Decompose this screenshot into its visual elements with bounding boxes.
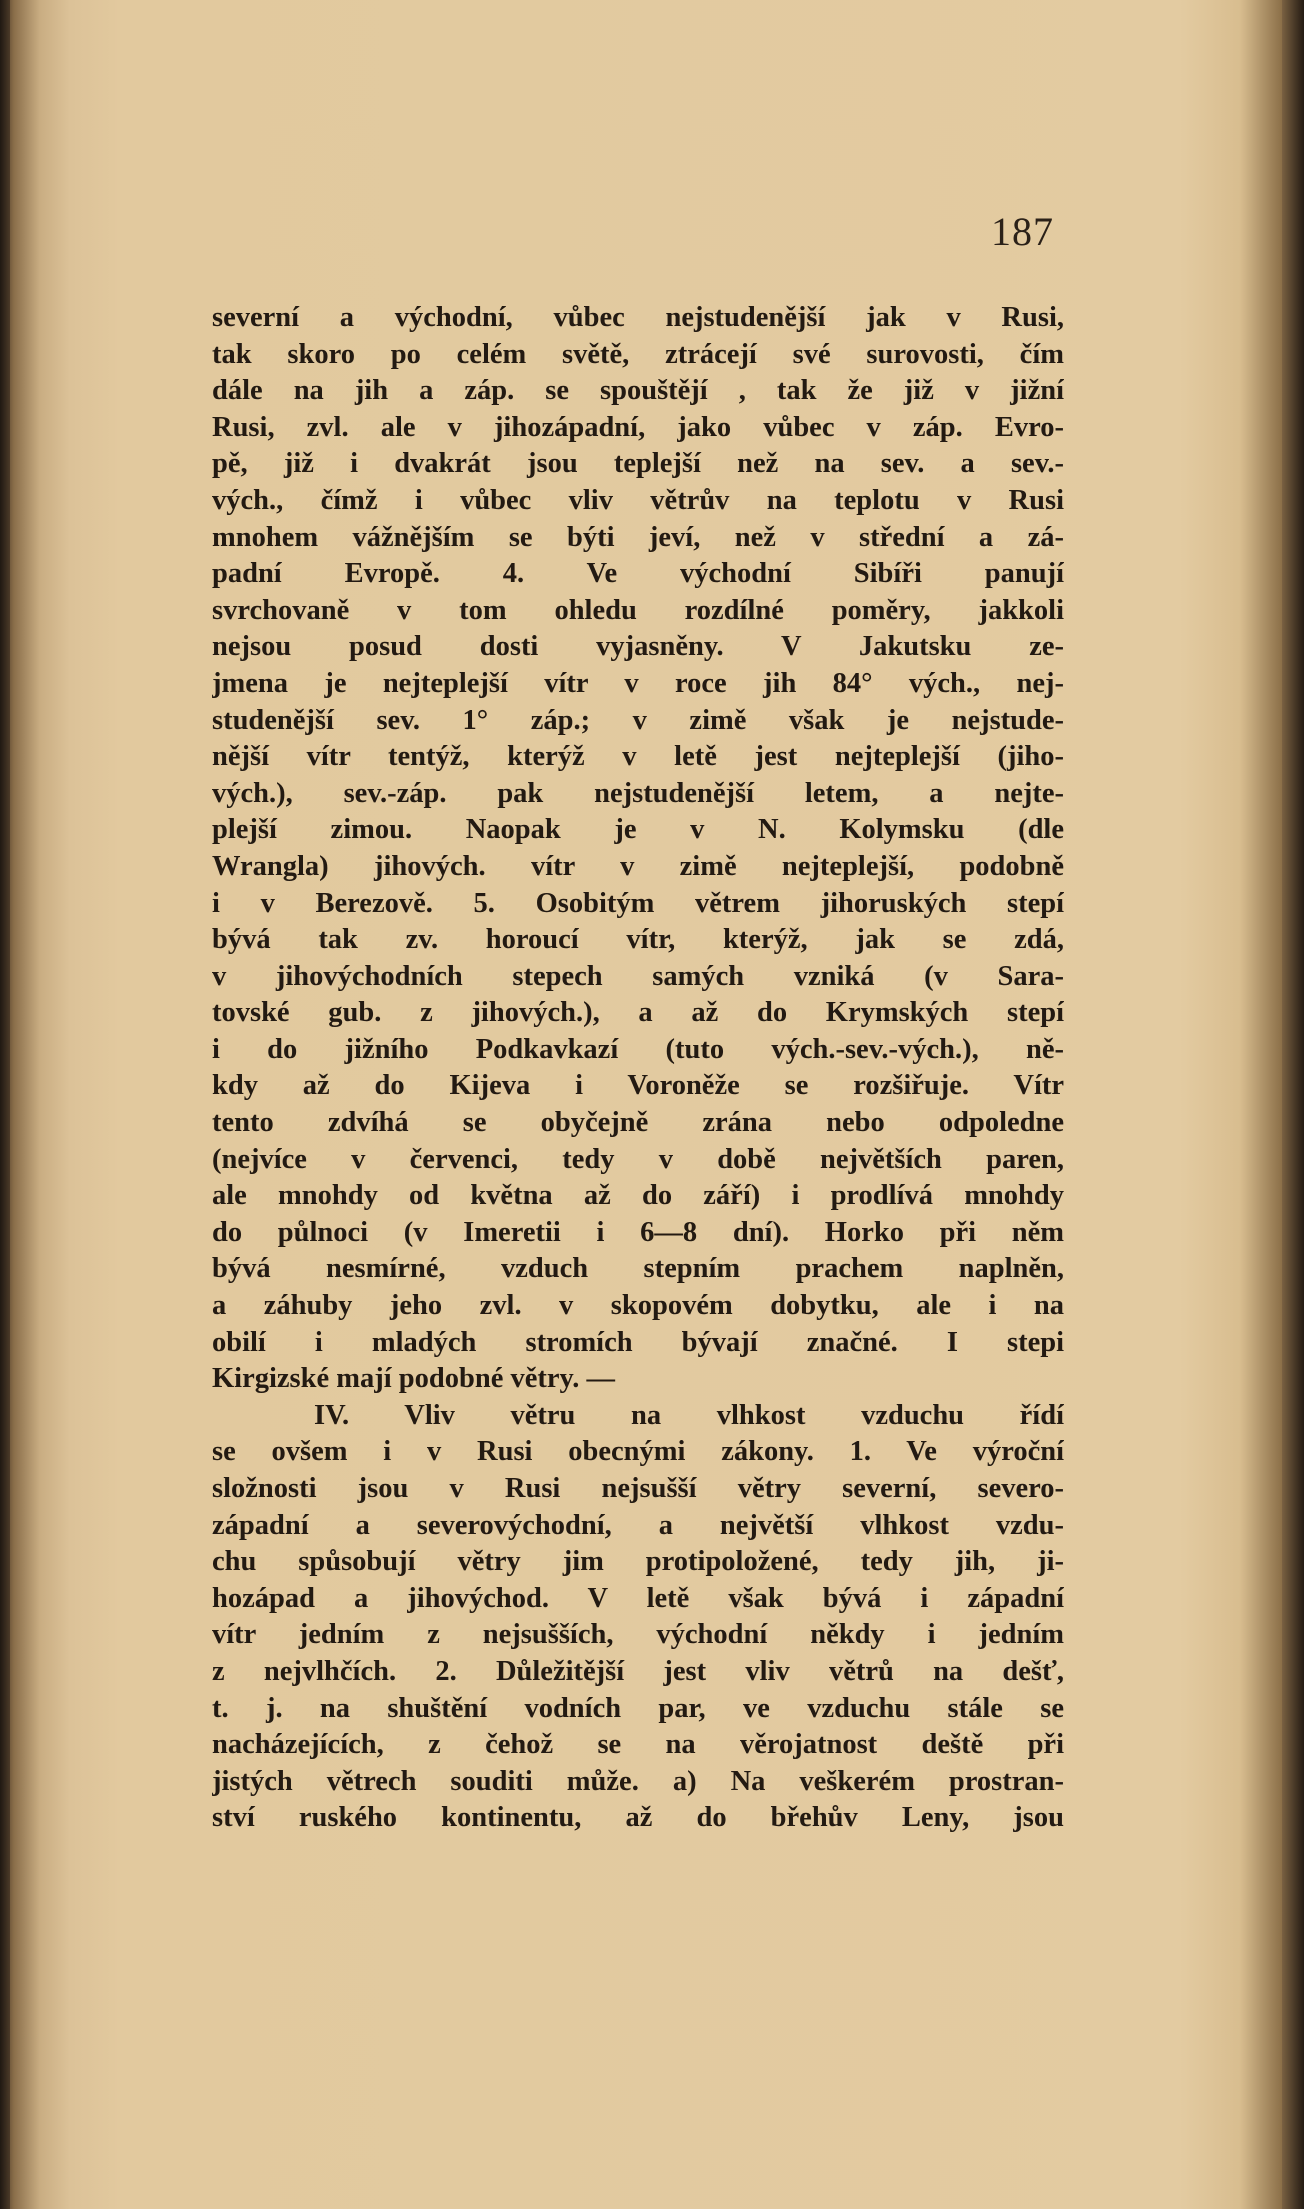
text-line: padní Evropě. 4. Ve východní Sibíři panují — [212, 558, 1064, 590]
text-line: do půlnoci (v Imeretii i 6—8 dní). Horko při něm — [212, 1216, 1064, 1248]
page-number: 187 — [991, 209, 1054, 254]
text-line: jmena je nejteplejší vítr v roce jih 84° vých., nej- — [212, 667, 1064, 699]
text-line: hozápad a jihovýchod. V letě však bývá i západní — [212, 1582, 1064, 1614]
text-line: (nejvíce v červenci, tedy v době největších paren, — [212, 1143, 1064, 1175]
text-line: z nejvlhčích. 2. Důležitější jest vliv větrů na dešť, — [212, 1655, 1064, 1687]
section-heading-line: IV. Vliv větru na vlhkost vzduchu řídí — [314, 1399, 1064, 1431]
text-line: Wrangla) jihových. vítr v zimě nejteplejší, podobně — [212, 850, 1064, 882]
text-line: a záhuby jeho zvl. v skopovém dobytku, ale i na — [212, 1290, 1064, 1322]
text-line: v jihovýchodních stepech samých vzniká (v Sara- — [212, 960, 1064, 992]
text-line: Rusi, zvl. ale v jihozápadní, jako vůbec v záp. Evro- — [212, 411, 1064, 443]
text-line: kdy až do Kijeva i Voroněže se rozšiřuje. Vítr — [212, 1070, 1064, 1102]
text-line: tak skoro po celém světě, ztrácejí své surovosti, čím — [212, 338, 1064, 370]
text-line: jistých větrech souditi může. a) Na veškerém prostran- — [212, 1765, 1064, 1797]
text-line: nější vítr tentýž, kterýž v letě jest nejteplejší (jiho- — [212, 741, 1064, 773]
text-line: vých.), sev.-záp. pak nejstudenější letem, a nejte- — [212, 777, 1064, 809]
text-line: pě, již i dvakrát jsou teplejší než na sev. a sev.- — [212, 448, 1064, 480]
text-line: nacházejících, z čehož se na věrojatnost deště při — [212, 1729, 1064, 1761]
text-line: plejší zimou. Naopak je v N. Kolymsku (dle — [212, 814, 1064, 846]
text-line: složnosti jsou v Rusi nejsušší větry severní, severo- — [212, 1473, 1064, 1504]
page-right-edge — [1282, 0, 1304, 2209]
text-line: chu spůsobují větry jim protipoložené, tedy jih, ji- — [212, 1546, 1064, 1578]
text-line: severní a východní, vůbec nejstudenější jak v Rusi, — [212, 302, 1064, 333]
page-left-edge — [0, 0, 10, 2209]
text-line: tovské gub. z jihových.), a až do Krymských stepí — [212, 997, 1064, 1029]
text-line: i v Berezově. 5. Osobitým větrem jihoruských stepí — [212, 887, 1064, 919]
text-line: vých., čímž i vůbec vliv větrův na teplotu v Rusi — [212, 484, 1064, 516]
text-line: obilí i mladých stromích bývají značné. I stepi — [212, 1326, 1064, 1358]
text-line: západní a severovýchodní, a největší vlhkost vzdu- — [212, 1509, 1064, 1541]
text-line: t. j. na shuštění vodních par, ve vzduchu stále se — [212, 1692, 1064, 1724]
text-line: bývá tak zv. horoucí vítr, kterýž, jak se zdá, — [212, 924, 1064, 956]
text-line: bývá nesmírné, vzduch stepním prachem naplněn, — [212, 1253, 1064, 1285]
text-line: ale mnohdy od května až do září) i prodlívá mnohdy — [212, 1180, 1064, 1212]
text-line: svrchovaně v tom ohledu rozdílné poměry, jakkoli — [212, 594, 1064, 626]
text-line: vítr jedním z nejsušších, východní někdy i jedním — [212, 1619, 1064, 1651]
text-line: Kirgizské mají podobné větry. — — [212, 1363, 615, 1395]
text-line: i do jižního Podkavkazí (tuto vých.-sev.-vých.), ně- — [212, 1033, 1064, 1065]
text-line: studenější sev. 1° záp.; v zimě však je nejstude- — [212, 704, 1064, 736]
text-line: mnohem vážnějším se býti jeví, než v střední a zá- — [212, 521, 1064, 553]
body-text — [212, 300, 1064, 1837]
text-line: tento zdvíhá se obyčejně zrána nebo odpoledne — [212, 1107, 1064, 1139]
text-line: se ovšem i v Rusi obecnými zákony. 1. Ve výroční — [212, 1436, 1064, 1468]
text-line: nejsou posud dosti vyjasněny. V Jakutsku ze- — [212, 631, 1064, 663]
text-line: ství ruského kontinentu, až do břehův Leny, jsou — [212, 1802, 1064, 1834]
text-line: dále na jih a záp. se spouštějí , tak že již v jižní — [212, 375, 1064, 407]
